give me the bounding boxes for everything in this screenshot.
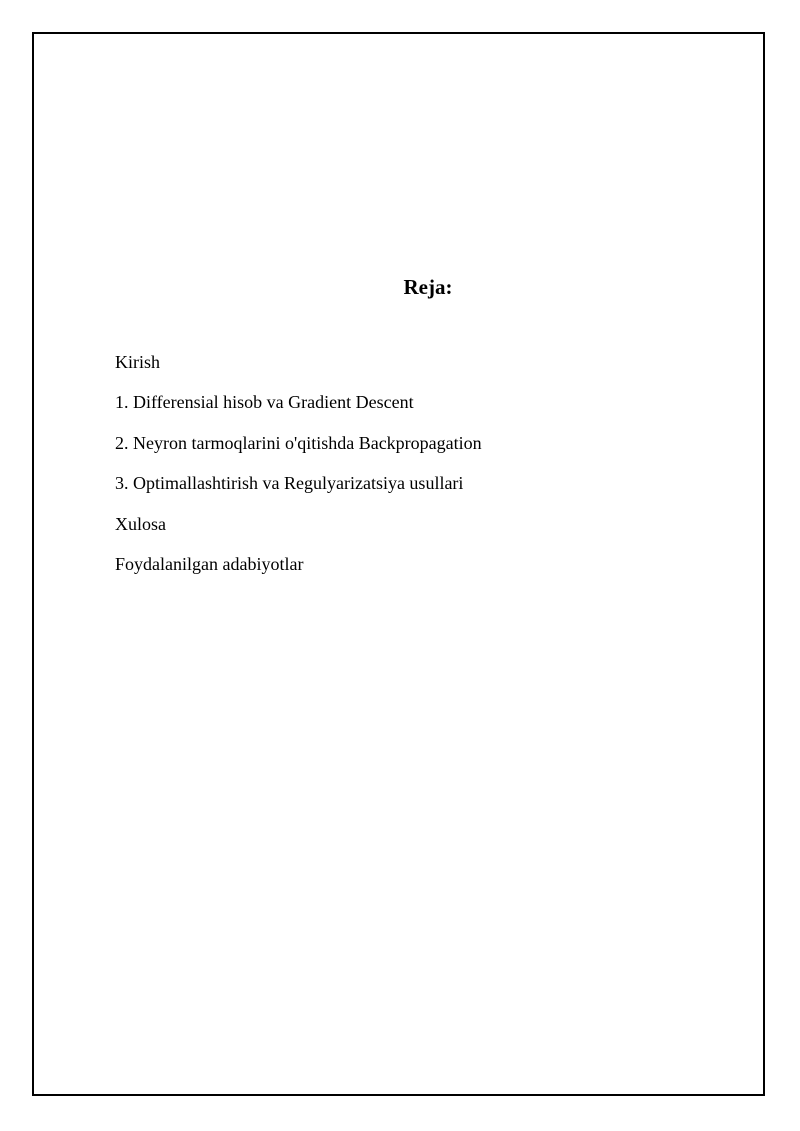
toc-item-section-1: 1. Differensial hisob va Gradient Descent bbox=[115, 392, 414, 413]
toc-item-section-2: 2. Neyron tarmoqlarini o'qitishda Backpropagation bbox=[115, 432, 482, 453]
toc-item-conclusion: Xulosa bbox=[115, 513, 166, 534]
table-of-contents bbox=[115, 349, 482, 591]
toc-item-section-3: 3. Optimallashtirish va Regulyarizatsiya usullari bbox=[115, 473, 464, 494]
page-title: Reja: bbox=[403, 275, 453, 299]
toc-item-introduction: Kirish bbox=[115, 352, 160, 372]
toc-item-references: Foydalanilgan adabiyotlar bbox=[115, 553, 304, 574]
